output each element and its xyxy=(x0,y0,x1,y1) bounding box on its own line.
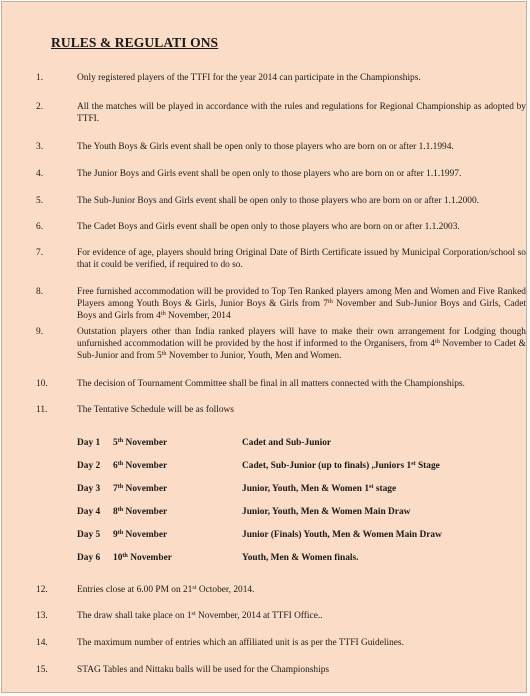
rule-text: STAG Tables and Nittaku balls will be used for the Championships xyxy=(77,665,330,675)
rule-text: The Cadet Boys and Girls event shall be open only to those players who are born on or after 1.1.2003. xyxy=(77,222,460,232)
schedule-day: Day 2 xyxy=(77,461,101,471)
rule-text: The Sub-Junior Boys and Girls event shall be open only to those players who are born on or after 1.1.2000. xyxy=(77,196,480,206)
rule-number: 1. xyxy=(36,73,44,83)
schedule-date: 5th November xyxy=(113,436,168,448)
schedule-date: 10th November xyxy=(113,551,172,563)
page-title: RULES & REGULATI ONS xyxy=(51,35,219,50)
rule-number: 9. xyxy=(36,327,44,337)
schedule-date: 6th November xyxy=(113,459,168,471)
rule-number: 4. xyxy=(36,169,44,179)
document-page xyxy=(1,1,527,693)
schedule-day: Day 5 xyxy=(77,530,101,540)
rule-text: Entries close at 6.00 PM on 21st October, 2014. xyxy=(77,583,255,595)
rule-text: The decision of Tournament Committee shall be final in all matters connected with the Championships. xyxy=(77,379,465,389)
rule-number: 3. xyxy=(36,142,44,152)
rule-number: 15. xyxy=(36,665,48,675)
rule-text: The maximum number of entries which an affiliated unit is as per the TTFI Guidelines. xyxy=(77,638,404,648)
schedule-event: Junior, Youth, Men & Women 1st stage xyxy=(242,482,397,494)
schedule-day: Day 1 xyxy=(77,438,101,448)
rule-text: Only registered players of the TTFI for the year 2014 can participate in the Championships. xyxy=(77,73,421,83)
rule-number: 14. xyxy=(36,638,48,648)
rule-text: The Junior Boys and Girls event shall be open only to those players who are born on or after 1.1.1997. xyxy=(77,169,462,179)
rule-number: 8. xyxy=(36,287,44,297)
schedule-date: 9th November xyxy=(113,528,168,540)
rule-number: 13. xyxy=(36,611,48,621)
schedule-day: Day 4 xyxy=(77,507,101,517)
rule-number: 2. xyxy=(36,102,44,112)
rule-number: 11. xyxy=(36,405,48,415)
schedule-event: Cadet, Sub-Junior (up to finals) ,Juniors 1st Stage xyxy=(242,459,440,471)
schedule-event: Junior (Finals) Youth, Men & Women Main Draw xyxy=(242,530,442,540)
schedule-date: 8th November xyxy=(113,505,168,517)
rule-number: 7. xyxy=(36,248,44,258)
rule-text: The Youth Boys & Girls event shall be open only to those players who are born on or after 1.1.1994. xyxy=(77,142,454,152)
rule-text: Outstation players other than India ranked players will have to make their own arrangement for Lodging though unfurnished accommodation will be provided by the host if informed to the Organisers, from 4th November to Cadet & Sub-Junior and from 5th November to Junior, Youth, Men and Women. xyxy=(77,327,526,362)
rule-number: 5. xyxy=(36,196,44,206)
rule-text: All the matches will be played in accordance with the rules and regulations for Regional Championship as adopted by TTFI. xyxy=(77,102,526,125)
rule-number: 12. xyxy=(36,585,48,595)
schedule-day: Day 6 xyxy=(77,553,101,563)
schedule-date: 7th November xyxy=(113,482,168,494)
rule-number: 10. xyxy=(36,379,48,389)
rule-text: Free furnished accommodation will be provided to Top Ten Ranked players among Men and Women and Five Ranked Players among Youth Boys & Girls, Junior Boys & Girls from 7th November and Sub-Junior Boys and Girls, Cadet Boys and Girls from 4th November, 2014 xyxy=(77,287,526,322)
schedule-day: Day 3 xyxy=(77,484,101,494)
rule-text: The draw shall take place on 1st November, 2014 at TTFI Office.. xyxy=(77,609,323,621)
schedule-event: Youth, Men & Women finals. xyxy=(242,553,359,563)
schedule-event: Junior, Youth, Men & Women Main Draw xyxy=(242,507,411,517)
rule-number: 6. xyxy=(36,222,44,232)
rule-text: The Tentative Schedule will be as follows xyxy=(77,405,234,415)
rule-text: For evidence of age, players should bring Original Date of Birth Certificate issued by Municipal Corporation/school so that it could be verified, if required to do so. xyxy=(77,248,526,271)
schedule-event: Cadet and Sub-Junior xyxy=(242,438,332,448)
